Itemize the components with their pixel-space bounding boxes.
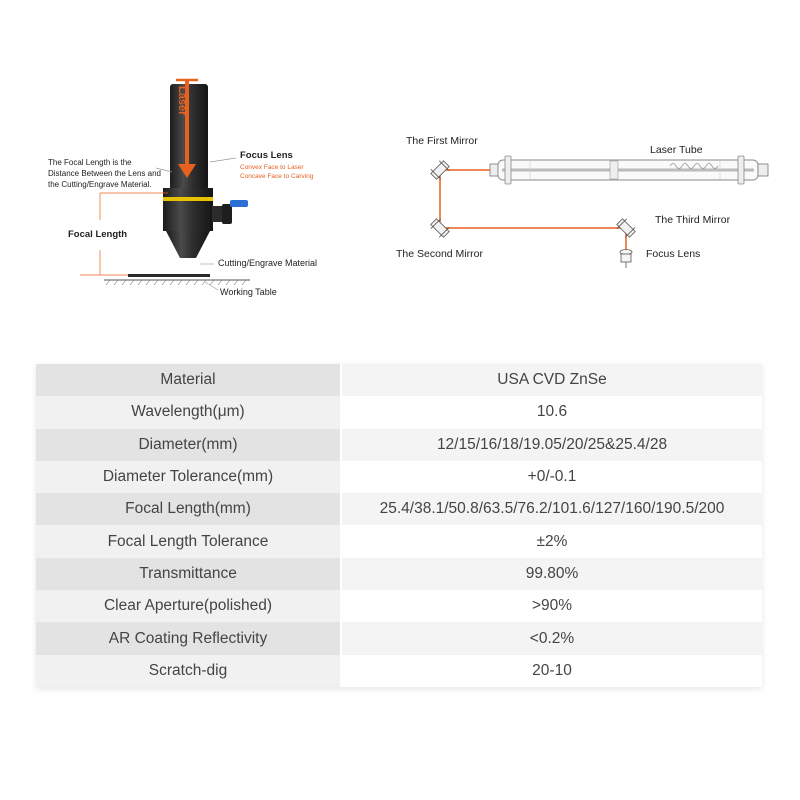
laser-tube-icon xyxy=(490,156,768,184)
value-cell: 20-10 xyxy=(341,655,762,687)
property-cell: Focal Length Tolerance xyxy=(36,525,341,557)
value-cell: >90% xyxy=(341,590,762,622)
spec-table xyxy=(36,364,762,687)
focal-note xyxy=(48,157,161,190)
value-cell: +0/-0.1 xyxy=(341,461,762,493)
focus-lens-notes xyxy=(240,163,313,181)
focal-note-line-2: Distance Between the Lens and xyxy=(48,169,161,178)
table-row xyxy=(36,622,762,654)
table-row xyxy=(36,461,762,493)
table-row xyxy=(36,364,762,396)
second-mirror-label: The Second Mirror xyxy=(396,248,483,260)
focus-lens-note-1: Convex Face to Laser xyxy=(240,164,304,171)
cutting-material-label: Cutting/Engrave Material xyxy=(218,258,318,268)
laser-vertical-label: Laser xyxy=(176,86,188,116)
third-mirror-label: The Third Mirror xyxy=(655,214,731,226)
focus-lens-title: Focus Lens xyxy=(240,150,293,161)
value-cell: 10.6 xyxy=(341,396,762,428)
table-row xyxy=(36,655,762,687)
laser-tube-label: Laser Tube xyxy=(650,144,703,156)
property-cell: Scratch-dig xyxy=(36,655,341,687)
value-cell: 12/15/16/18/19.05/20/25&25.4/28 xyxy=(341,429,762,461)
table-row xyxy=(36,558,762,590)
property-cell: Wavelength(μm) xyxy=(36,396,341,428)
value-cell: <0.2% xyxy=(341,622,762,654)
value-cell: USA CVD ZnSe xyxy=(341,364,762,396)
focal-note-line-3: the Cutting/Engrave Material. xyxy=(48,180,152,189)
focal-length-label: Focal Length xyxy=(68,229,128,240)
property-cell: Clear Aperture(polished) xyxy=(36,590,341,622)
property-cell: Material xyxy=(36,364,341,396)
table-row xyxy=(36,493,762,525)
table-row xyxy=(36,590,762,622)
focus-lens-note-2: Concave Face to Carving xyxy=(240,173,314,180)
value-cell: ±2% xyxy=(341,525,762,557)
value-cell: 25.4/38.1/50.8/63.5/76.2/101.6/127/160/190.5/200 xyxy=(341,493,762,525)
value-cell: 99.80% xyxy=(341,558,762,590)
property-cell: Diameter Tolerance(mm) xyxy=(36,461,341,493)
property-cell: AR Coating Reflectivity xyxy=(36,622,341,654)
focal-note-line-1: The Focal Length is the xyxy=(48,158,132,167)
table-row xyxy=(36,429,762,461)
focus-lens-icon xyxy=(620,250,632,269)
spec-table-body xyxy=(36,364,762,687)
property-cell: Focal Length(mm) xyxy=(36,493,341,525)
beam-path-illustration xyxy=(380,100,800,300)
first-mirror-label: The First Mirror xyxy=(406,135,478,147)
laser-head-diagram xyxy=(0,0,400,320)
laser-label-wrap xyxy=(176,84,204,132)
focus-lens-label: Focus Lens xyxy=(646,248,701,260)
property-cell: Diameter(mm) xyxy=(36,429,341,461)
working-table-label: Working Table xyxy=(220,287,277,297)
table-row xyxy=(36,396,762,428)
property-cell: Transmittance xyxy=(36,558,341,590)
table-row xyxy=(36,525,762,557)
beam-path-diagram xyxy=(380,100,800,300)
